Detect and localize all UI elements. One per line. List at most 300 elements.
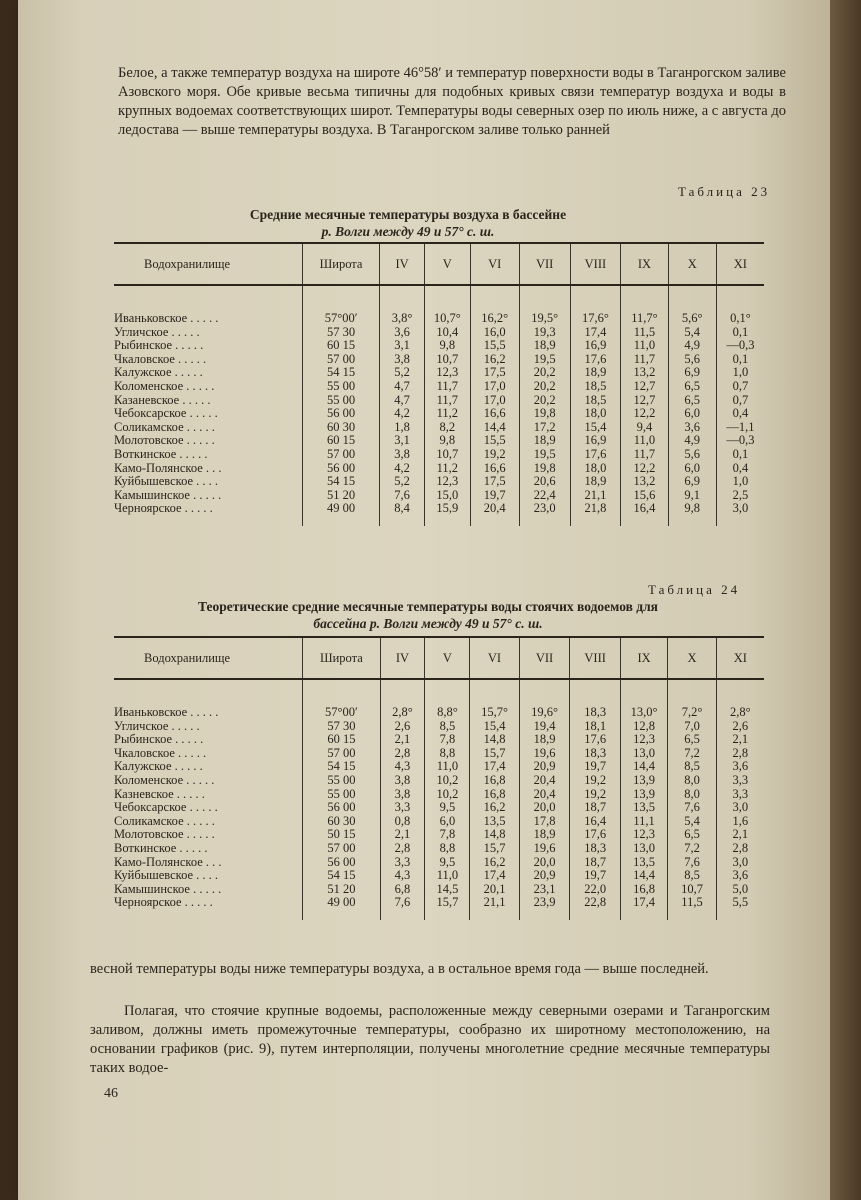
- latitude-cell: 57 30: [303, 720, 380, 734]
- latitude-cell: 57°00′: [303, 679, 380, 720]
- temperature-cell: 15,7: [470, 747, 519, 761]
- temperature-cell: 17,4: [620, 896, 667, 920]
- latitude-cell: 56 00: [302, 462, 379, 476]
- temperature-cell: 8,0: [668, 788, 716, 802]
- table24-header-2: IV: [380, 637, 425, 679]
- reservoir-name: Калужское . . . . .: [114, 365, 203, 380]
- temperature-cell: 19,8: [519, 462, 570, 476]
- table-row: [114, 502, 764, 526]
- reservoir-name: Калужское . . . . .: [114, 759, 203, 774]
- temperature-cell: 12,7: [621, 394, 668, 408]
- temperature-cell: —1,1: [716, 421, 764, 435]
- temperature-cell: 2,8°: [380, 679, 425, 720]
- temperature-cell: 13,5: [470, 815, 519, 829]
- temperature-cell: 3,6: [716, 869, 764, 883]
- temperature-cell: 6,5: [668, 828, 716, 842]
- table23-header-1: Широта: [302, 243, 379, 285]
- temperature-cell: 14,8: [470, 828, 519, 842]
- temperature-cell: 5,6°: [668, 285, 716, 326]
- temperature-cell: 13,9: [620, 774, 667, 788]
- temperature-cell: 17,6: [570, 733, 620, 747]
- temperature-cell: 18,7: [570, 856, 620, 870]
- temperature-cell: 12,2: [621, 462, 668, 476]
- temperature-cell: 10,7: [424, 448, 470, 462]
- table-row: [114, 788, 764, 802]
- temperature-cell: 8,5: [668, 760, 716, 774]
- reservoir-name: Чебоксарское . . . . .: [114, 406, 218, 421]
- table23-title-line1: Средние месячные температуры воздуха в бассейне: [249, 207, 567, 222]
- temperature-cell: 5,2: [380, 475, 425, 489]
- reservoir-name: Чебоксарское . . . . .: [114, 800, 218, 815]
- temperature-cell: 14,4: [470, 421, 519, 435]
- temperature-cell: 23,1: [519, 883, 570, 897]
- temperature-cell: 7,2°: [668, 679, 716, 720]
- temperature-cell: 2,1: [380, 733, 425, 747]
- temperature-cell: 6,9: [668, 475, 716, 489]
- book-edge: [830, 0, 861, 1200]
- table23-header-8: X: [668, 243, 716, 285]
- table24-header-0: Водохранилище: [144, 650, 231, 665]
- temperature-cell: 1,0: [716, 475, 764, 489]
- temperature-cell: 21,1: [570, 489, 621, 503]
- temperature-cell: 22,0: [570, 883, 620, 897]
- temperature-cell: 3,0: [716, 801, 764, 815]
- table24-title: [128, 598, 728, 632]
- temperature-cell: 22,8: [570, 896, 620, 920]
- temperature-cell: 20,2: [519, 366, 570, 380]
- reservoir-name: Воткинское . . . . .: [114, 840, 208, 855]
- temperature-cell: 20,6: [519, 475, 570, 489]
- temperature-cell: 0,4: [716, 407, 764, 421]
- reservoir-name: Соликамское . . . . .: [114, 419, 215, 434]
- temperature-cell: 20,9: [519, 760, 570, 774]
- temperature-cell: 7,6: [668, 856, 716, 870]
- temperature-cell: 20,2: [519, 394, 570, 408]
- temperature-cell: 17,2: [519, 421, 570, 435]
- temperature-cell: 3,3: [716, 788, 764, 802]
- table24-header-8: X: [668, 637, 716, 679]
- temperature-cell: 4,9: [668, 434, 716, 448]
- temperature-cell: 2,1: [380, 828, 425, 842]
- temperature-cell: 11,0: [621, 339, 668, 353]
- temperature-cell: 9,4: [621, 421, 668, 435]
- temperature-cell: 15,0: [424, 489, 470, 503]
- temperature-cell: 7,6: [668, 801, 716, 815]
- table23-header-5: VII: [519, 243, 570, 285]
- temperature-cell: 7,8: [425, 828, 470, 842]
- temperature-cell: 19,5°: [519, 285, 570, 326]
- temperature-cell: 3,3: [380, 801, 425, 815]
- temperature-cell: 20,1: [470, 883, 519, 897]
- temperature-cell: 9,8: [424, 434, 470, 448]
- temperature-cell: 16,9: [570, 434, 621, 448]
- table24-header-1: Широта: [303, 637, 380, 679]
- latitude-cell: 57 00: [303, 842, 380, 856]
- temperature-cell: 10,4: [424, 326, 470, 340]
- table-row: [114, 856, 764, 870]
- temperature-cell: 18,0: [570, 462, 621, 476]
- latitude-cell: 54 15: [302, 366, 379, 380]
- table-row: [114, 720, 764, 734]
- temperature-cell: 18,9: [519, 733, 570, 747]
- after-paragraph-2: [90, 1002, 770, 1078]
- reservoir-name: Молотовское . . . . .: [114, 433, 215, 448]
- latitude-cell: 50 15: [303, 828, 380, 842]
- temperature-cell: 17,0: [470, 380, 519, 394]
- temperature-cell: 1,6: [716, 815, 764, 829]
- temperature-cell: 2,8: [716, 842, 764, 856]
- temperature-cell: 10,7: [424, 353, 470, 367]
- latitude-cell: 55 00: [302, 380, 379, 394]
- temperature-cell: 17,6: [570, 448, 621, 462]
- reservoir-name: Иваньковское . . . . .: [114, 705, 219, 719]
- after-text-1: весной температуры воды ниже температуры воздуха, а в остальное время года — выше последней.: [90, 961, 709, 977]
- temperature-cell: 10,7°: [424, 285, 470, 326]
- table-row: [114, 801, 764, 815]
- table-row: [114, 462, 764, 476]
- temperature-cell: 0,7: [716, 380, 764, 394]
- temperature-cell: 18,9: [570, 475, 621, 489]
- table24-title-line2: бассейна р. Волги между 49 и 57° с. ш.: [313, 616, 543, 631]
- temperature-cell: 16,2: [470, 801, 519, 815]
- temperature-cell: 2,8°: [716, 679, 764, 720]
- temperature-cell: 17,4: [570, 326, 621, 340]
- temperature-cell: 21,1: [470, 896, 519, 920]
- temperature-cell: 19,2: [470, 448, 519, 462]
- reservoir-name: Иваньковское . . . . .: [114, 311, 219, 325]
- temperature-cell: 20,0: [519, 856, 570, 870]
- temperature-cell: 19,2: [570, 788, 620, 802]
- temperature-cell: 2,1: [716, 828, 764, 842]
- table-row: [114, 760, 764, 774]
- temperature-cell: 17,4: [470, 760, 519, 774]
- table24-header-5: VII: [519, 637, 570, 679]
- reservoir-name: Казаневское . . . . .: [114, 392, 211, 407]
- latitude-cell: 57°00′: [302, 285, 379, 326]
- temperature-cell: 13,9: [620, 788, 667, 802]
- temperature-cell: 3,0: [716, 502, 764, 526]
- temperature-cell: 18,9: [519, 828, 570, 842]
- temperature-cell: 7,2: [668, 747, 716, 761]
- temperature-cell: 18,3: [570, 842, 620, 856]
- temperature-cell: 16,8: [470, 774, 519, 788]
- temperature-cell: 16,4: [570, 815, 620, 829]
- temperature-cell: 20,4: [519, 774, 570, 788]
- temperature-cell: 13,0: [620, 842, 667, 856]
- temperature-cell: 11,1: [620, 815, 667, 829]
- temperature-cell: 8,5: [668, 869, 716, 883]
- latitude-cell: 57 00: [303, 747, 380, 761]
- temperature-cell: 19,7: [570, 869, 620, 883]
- table23-header-2: IV: [380, 243, 425, 285]
- temperature-cell: 6,5: [668, 394, 716, 408]
- reservoir-name: Камо-Полянское . . .: [114, 854, 222, 869]
- temperature-cell: 3,8: [380, 448, 425, 462]
- temperature-cell: 17,6°: [570, 285, 621, 326]
- temperature-cell: 15,6: [621, 489, 668, 503]
- temperature-cell: 18,5: [570, 380, 621, 394]
- temperature-cell: 17,5: [470, 475, 519, 489]
- temperature-cell: 19,6: [519, 747, 570, 761]
- temperature-cell: 9,8: [668, 502, 716, 526]
- temperature-cell: 11,7: [424, 380, 470, 394]
- after-text-2: Полагая, что стоячие крупные водоемы, расположенные между северными озерами и Таганрогским заливом, должны иметь промежуточные температуры, сообразно их широтному местоположению, на основании графиков (рис. 9), путем интерполяции, получены многолетние средние месячные температуры таких водое-: [90, 1003, 770, 1076]
- temperature-cell: 3,8: [380, 774, 425, 788]
- temperature-cell: 4,2: [380, 462, 425, 476]
- latitude-cell: 51 20: [302, 489, 379, 503]
- latitude-cell: 51 20: [303, 883, 380, 897]
- temperature-cell: 8,4: [380, 502, 425, 526]
- table23-header-6: VIII: [570, 243, 621, 285]
- temperature-cell: 8,2: [424, 421, 470, 435]
- latitude-cell: 49 00: [303, 896, 380, 920]
- page-number: 46: [104, 1086, 118, 1101]
- latitude-cell: 56 00: [303, 856, 380, 870]
- temperature-cell: 13,0°: [620, 679, 667, 720]
- temperature-cell: 11,5: [621, 326, 668, 340]
- temperature-cell: 19,5: [519, 353, 570, 367]
- latitude-cell: 57 30: [302, 326, 379, 340]
- temperature-cell: 18,1: [570, 720, 620, 734]
- temperature-cell: 11,0: [425, 869, 470, 883]
- temperature-cell: 7,0: [668, 720, 716, 734]
- latitude-cell: 60 15: [302, 339, 379, 353]
- temperature-cell: 8,8: [425, 842, 470, 856]
- latitude-cell: 55 00: [303, 774, 380, 788]
- temperature-cell: 0,8: [380, 815, 425, 829]
- table23-header-row: [114, 243, 764, 285]
- temperature-cell: 8,8°: [425, 679, 470, 720]
- temperature-cell: 11,7: [621, 353, 668, 367]
- latitude-cell: 54 15: [302, 475, 379, 489]
- temperature-cell: 1,8: [380, 421, 425, 435]
- temperature-cell: 20,4: [470, 502, 519, 526]
- reservoir-name: Молотовское . . . . .: [114, 827, 215, 842]
- temperature-cell: 15,5: [470, 434, 519, 448]
- temperature-cell: 13,5: [620, 801, 667, 815]
- temperature-cell: 12,3: [424, 475, 470, 489]
- table-row: [114, 421, 764, 435]
- temperature-cell: 7,8: [425, 733, 470, 747]
- temperature-cell: 12,7: [621, 380, 668, 394]
- intro-paragraph: [118, 64, 786, 140]
- latitude-cell: 56 00: [302, 407, 379, 421]
- table-row: [114, 842, 764, 856]
- table-row: [114, 869, 764, 883]
- temperature-cell: 11,7: [621, 448, 668, 462]
- reservoir-name: Черноярское . . . . .: [114, 501, 213, 516]
- temperature-cell: 11,0: [621, 434, 668, 448]
- temperature-cell: 0,4: [716, 462, 764, 476]
- temperature-cell: 18,9: [519, 339, 570, 353]
- table23: [114, 242, 764, 526]
- temperature-cell: 20,2: [519, 380, 570, 394]
- temperature-cell: 7,6: [380, 896, 425, 920]
- table24-body: [114, 679, 764, 920]
- table24-label: Таблица 24: [648, 582, 741, 597]
- temperature-cell: 16,6: [470, 462, 519, 476]
- table-row: [114, 747, 764, 761]
- temperature-cell: 0,1: [716, 353, 764, 367]
- temperature-cell: 2,5: [716, 489, 764, 503]
- reservoir-name: Рыбинское . . . . .: [114, 732, 204, 747]
- temperature-cell: 12,8: [620, 720, 667, 734]
- reservoir-name: Черноярское . . . . .: [114, 895, 213, 910]
- table-row: [114, 380, 764, 394]
- temperature-cell: 17,5: [470, 366, 519, 380]
- latitude-cell: 54 15: [303, 760, 380, 774]
- table-row: [114, 326, 764, 340]
- temperature-cell: 7,2: [668, 842, 716, 856]
- temperature-cell: 4,7: [380, 380, 425, 394]
- table23-header-3: V: [424, 243, 470, 285]
- table23-title-line2: р. Волги между 49 и 57° с. ш.: [321, 224, 495, 239]
- temperature-cell: 19,7: [570, 760, 620, 774]
- temperature-cell: 3,1: [380, 339, 425, 353]
- temperature-cell: 16,6: [470, 407, 519, 421]
- temperature-cell: 3,6: [380, 326, 425, 340]
- temperature-cell: 11,0: [425, 760, 470, 774]
- temperature-cell: 3,8: [380, 353, 425, 367]
- temperature-cell: 6,0: [668, 462, 716, 476]
- table24-header-7: IX: [620, 637, 667, 679]
- temperature-cell: 18,9: [519, 434, 570, 448]
- table24: [114, 636, 764, 920]
- temperature-cell: 13,5: [620, 856, 667, 870]
- temperature-cell: 5,6: [668, 448, 716, 462]
- temperature-cell: 16,9: [570, 339, 621, 353]
- temperature-cell: 15,4: [470, 720, 519, 734]
- latitude-cell: 60 15: [302, 434, 379, 448]
- table-row: [114, 896, 764, 920]
- temperature-cell: 14,4: [620, 760, 667, 774]
- temperature-cell: 3,3: [380, 856, 425, 870]
- latitude-cell: 55 00: [303, 788, 380, 802]
- table23-title: [148, 206, 668, 240]
- reservoir-name: Коломенское . . . . .: [114, 772, 215, 787]
- temperature-cell: —0,3: [716, 434, 764, 448]
- temperature-cell: 20,0: [519, 801, 570, 815]
- temperature-cell: 0,1: [716, 448, 764, 462]
- table24-header-9: XI: [716, 637, 764, 679]
- temperature-cell: 14,8: [470, 733, 519, 747]
- temperature-cell: 8,0: [668, 774, 716, 788]
- table-row: [114, 815, 764, 829]
- temperature-cell: 2,8: [380, 747, 425, 761]
- temperature-cell: 2,1: [716, 733, 764, 747]
- temperature-cell: 6,5: [668, 380, 716, 394]
- reservoir-name: Камышинское . . . . .: [114, 487, 222, 502]
- temperature-cell: 6,0: [425, 815, 470, 829]
- temperature-cell: 9,1: [668, 489, 716, 503]
- temperature-cell: 9,5: [425, 856, 470, 870]
- temperature-cell: 16,8: [470, 788, 519, 802]
- temperature-cell: 11,2: [424, 407, 470, 421]
- temperature-cell: 6,0: [668, 407, 716, 421]
- temperature-cell: 13,2: [621, 475, 668, 489]
- temperature-cell: 20,4: [519, 788, 570, 802]
- temperature-cell: 16,4: [621, 502, 668, 526]
- temperature-cell: 13,0: [620, 747, 667, 761]
- temperature-cell: 3,8°: [380, 285, 425, 326]
- latitude-cell: 49 00: [302, 502, 379, 526]
- temperature-cell: 11,5: [668, 896, 716, 920]
- temperature-cell: 16,2°: [470, 285, 519, 326]
- temperature-cell: 3,6: [668, 421, 716, 435]
- temperature-cell: 18,3: [570, 679, 620, 720]
- temperature-cell: 18,0: [570, 407, 621, 421]
- temperature-cell: 8,8: [425, 747, 470, 761]
- reservoir-name: Рыбинское . . . . .: [114, 338, 204, 353]
- temperature-cell: 17,6: [570, 828, 620, 842]
- temperature-cell: 3,1: [380, 434, 425, 448]
- temperature-cell: 11,7°: [621, 285, 668, 326]
- table-row: [114, 733, 764, 747]
- temperature-cell: 3,3: [716, 774, 764, 788]
- temperature-cell: 3,8: [380, 788, 425, 802]
- temperature-cell: 2,8: [716, 747, 764, 761]
- table-row: [114, 774, 764, 788]
- temperature-cell: 19,8: [519, 407, 570, 421]
- temperature-cell: 4,3: [380, 869, 425, 883]
- temperature-cell: 12,3: [620, 828, 667, 842]
- temperature-cell: 15,9: [424, 502, 470, 526]
- reservoir-name: Куйбышевское . . . .: [114, 868, 219, 883]
- temperature-cell: 12,3: [620, 733, 667, 747]
- temperature-cell: 5,4: [668, 326, 716, 340]
- temperature-cell: 2,6: [716, 720, 764, 734]
- temperature-cell: 8,5: [425, 720, 470, 734]
- temperature-cell: 0,1°: [716, 285, 764, 326]
- reservoir-name: Куйбышевское . . . .: [114, 474, 219, 489]
- temperature-cell: 16,2: [470, 856, 519, 870]
- temperature-cell: 2,6: [380, 720, 425, 734]
- table23-header-4: VI: [470, 243, 519, 285]
- temperature-cell: 11,7: [424, 394, 470, 408]
- temperature-cell: 16,2: [470, 353, 519, 367]
- temperature-cell: 6,5: [668, 733, 716, 747]
- table-row: [114, 679, 764, 720]
- table-row: [114, 448, 764, 462]
- latitude-cell: 56 00: [303, 801, 380, 815]
- table-row: [114, 394, 764, 408]
- table-row: [114, 339, 764, 353]
- temperature-cell: 3,0: [716, 856, 764, 870]
- temperature-cell: 16,0: [470, 326, 519, 340]
- temperature-cell: 23,0: [519, 502, 570, 526]
- temperature-cell: 4,3: [380, 760, 425, 774]
- temperature-cell: 19,6°: [519, 679, 570, 720]
- table-row: [114, 353, 764, 367]
- table24-header-4: VI: [470, 637, 519, 679]
- temperature-cell: 2,8: [380, 842, 425, 856]
- temperature-cell: 19,2: [570, 774, 620, 788]
- reservoir-name: Камо-Полянское . . .: [114, 460, 222, 475]
- temperature-cell: 7,6: [380, 489, 425, 503]
- table23-header-9: XI: [716, 243, 764, 285]
- temperature-cell: 1,0: [716, 366, 764, 380]
- temperature-cell: 14,4: [620, 869, 667, 883]
- latitude-cell: 57 00: [302, 448, 379, 462]
- temperature-cell: 6,8: [380, 883, 425, 897]
- temperature-cell: 18,7: [570, 801, 620, 815]
- latitude-cell: 54 15: [303, 869, 380, 883]
- temperature-cell: 9,8: [424, 339, 470, 353]
- temperature-cell: 15,4: [570, 421, 621, 435]
- temperature-cell: 12,3: [424, 366, 470, 380]
- reservoir-name: Угличское . . . . .: [114, 324, 200, 339]
- table23-label: Таблица 23: [678, 184, 771, 199]
